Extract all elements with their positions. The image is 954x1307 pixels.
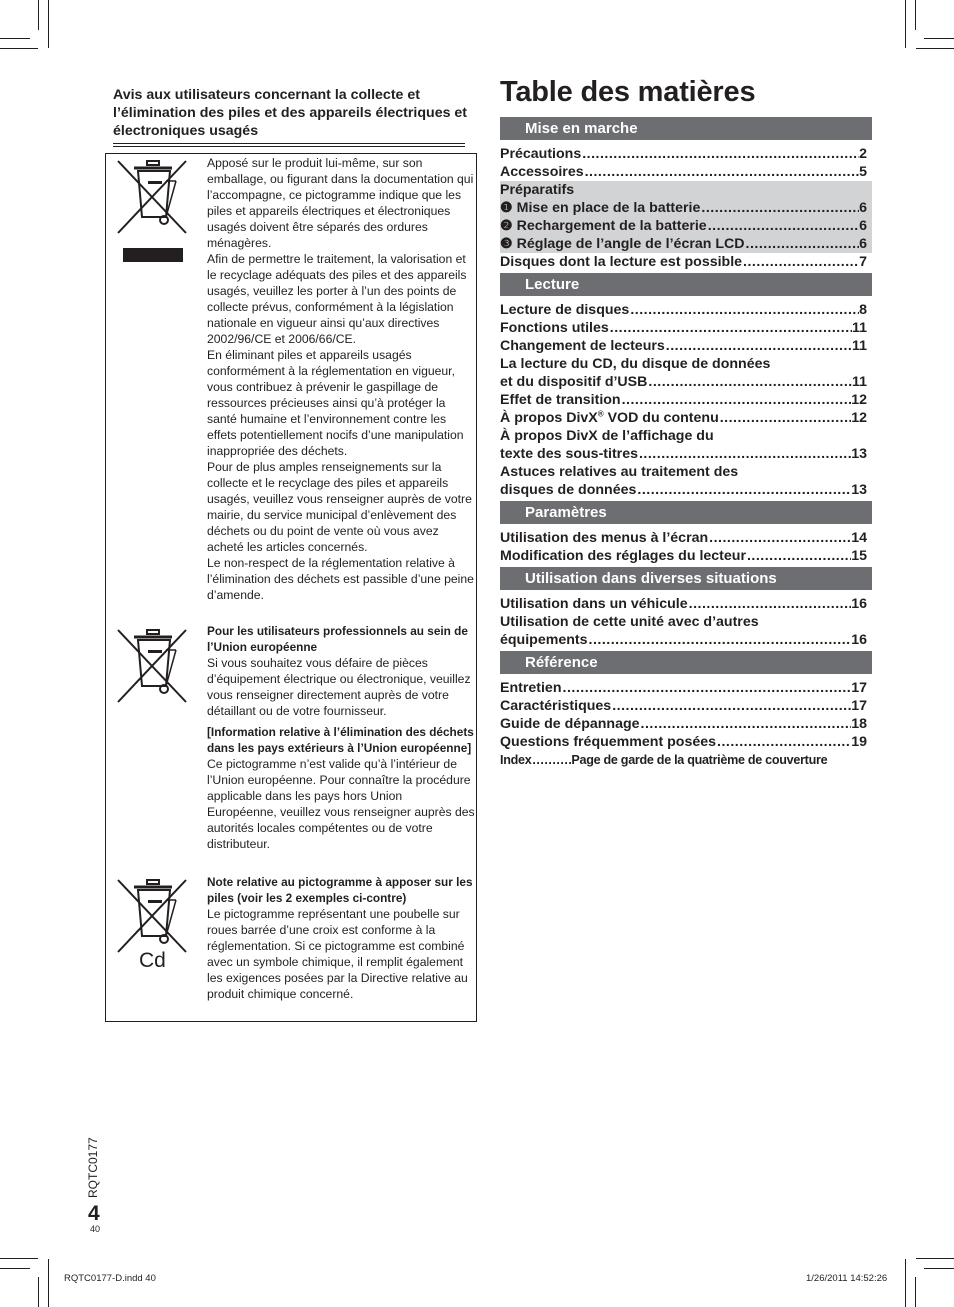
toc-entry[interactable]: Caractéristiques ..... 17 [500,697,867,715]
notice-heading: [Information relative à l’élimination des déchets dans les pays extérieurs à l’Union européenne] [207,725,474,755]
toc-entry[interactable]: Effet de transition ..... 12 [500,391,867,409]
notice-heading: Pour les utilisateurs professionnels au sein de l’Union européenne [207,624,468,654]
toc-section-heading: Mise en marche [500,117,872,140]
footer-file-name: RQTC0177-D.indd 40 [64,1273,156,1284]
toc-entry[interactable]: À propos DivX® VOD du contenu ..... 12 [500,409,867,427]
toc-entry: Astuces relatives au traitement des [500,464,739,480]
crop-mark-icon [38,1277,39,1307]
notice-paragraph: Apposé sur le produit lui-même, sur son emballage, ou figurant dans la documentation qui l’accompagne, ce pictogramme indique que les piles et appareils électriques et électroniques usagés doivent être séparés des ordures ménagères. [207,156,474,250]
toc-entry[interactable]: et du dispositif d’USB ..... 11 [500,373,867,391]
crop-mark-icon [905,1259,906,1307]
toc-entry[interactable]: Index ..... Page de garde de la quatrième de couverture [500,751,867,769]
crossed-out-wheelie-bin-icon [114,876,190,956]
toc-section-heading: Lecture [500,273,872,296]
toc-section-heading: Utilisation dans diverses situations [500,567,872,590]
toc-title: Table des matières [500,76,756,108]
notice-paragraph: En éliminant piles et appareils usagés conformément à la réglementation en vigueur, vous contribuez à prévenir le gaspillage de ressources précieuses ainsi qu’à protéger la santé humaine et l’environnement contre les effets potentiellement nocifs d’une manipulation inappropriée des déchets. [207,348,464,458]
crossed-out-wheelie-bin-icon [114,626,190,706]
title-rule [113,143,465,144]
toc-entry[interactable]: Modification des réglages du lecteur ..... 15 [500,547,867,565]
crossed-out-wheelie-bin-icon [114,157,190,237]
crop-mark-icon [905,0,906,48]
footer-timestamp: 1/26/2011 14:52:26 [806,1273,888,1284]
toc-section-mise-en-marche [500,117,872,271]
page-number: 4 [88,1202,100,1225]
crop-mark-icon [38,0,39,30]
crop-mark-icon [916,1258,954,1259]
notice-paragraph: Le pictogramme représentant une poubelle sur roues barrée d’une croix est conforme à la réglementation. Si ce pictogramme est combiné avec un symbole chimique, il remplit également les exigences posées par la Directive relative au produit chimique concerné. [207,907,468,1001]
cd-symbol: Cd [139,949,166,972]
crop-mark-icon [48,1259,49,1307]
toc-entry[interactable]: texte des sous-titres ..... 13 [500,445,867,463]
crop-mark-icon [924,1268,954,1269]
toc-entry[interactable]: ❷ Rechargement de la batterie ..... 6 [500,217,867,235]
toc-section-heading: Référence [500,651,872,674]
notice-title: Avis aux utilisateurs concernant la collecte et l’élimination des piles et des appareils électriques et électroniques usagés [113,87,468,139]
crop-mark-icon [0,48,38,49]
document-code: RQTC0177 [86,1137,100,1198]
toc-entry[interactable]: Guide de dépannage ..... 18 [500,715,867,733]
black-bar [123,248,183,262]
toc-entry[interactable]: disques de données ..... 13 [500,481,867,499]
toc-entry[interactable]: ❸ Réglage de l’angle de l’écran LCD ..... 6 [500,235,867,253]
toc-entry: Préparatifs [500,182,575,198]
toc-section-heading: Paramètres [500,501,872,524]
toc-entry: À propos DivX de l’affichage du [500,428,714,444]
toc-entry[interactable]: équipements ..... 16 [500,631,867,649]
crop-mark-icon [0,1258,38,1259]
crop-mark-icon [916,48,954,49]
notice-block-battery [207,874,475,1002]
crop-mark-icon [915,0,916,30]
title-rule [113,146,465,147]
notice-paragraph: Afin de permettre le traitement, la valorisation et le recyclage adéquats des piles et des appareils usagés, veuillez les porter à l’un des points de collecte prévus, conformément à la législation nationale en vigueur ainsi qu’aux directives 2002/96/CE et 2006/66/CE. [207,252,467,346]
toc-entry[interactable]: Précautions ..... 2 [500,145,867,163]
toc-section-situations [500,567,872,649]
toc-entry[interactable]: Questions fréquemment posées ..... 19 [500,733,867,751]
toc-entry[interactable]: Accessoires ..... 5 [500,163,867,181]
toc-section-lecture [500,273,872,499]
toc-entry[interactable]: ❶ Mise en place de la batterie ..... 6 [500,199,867,217]
toc-section-parametres [500,501,872,565]
crop-mark-icon [924,38,954,39]
toc-shaded-group [500,181,872,253]
notice-block-professional [207,623,475,852]
page-sub-number: 40 [90,1224,101,1234]
crop-mark-icon [915,1277,916,1307]
notice-paragraph: Ce pictogramme n’est valide qu’à l’intérieur de l’Union européenne. Pour connaître la procédure applicable dans les pays hors Union Européenne, veuillez vous renseigner auprès des autorités locales compétentes ou de votre distributeur. [207,757,475,851]
toc-entry[interactable]: Entretien ..... 17 [500,679,867,697]
toc-entry[interactable]: Utilisation dans un véhicule ..... 16 [500,595,867,613]
toc-entry[interactable]: Changement de lecteurs ..... 11 [500,337,867,355]
toc-entry[interactable]: Disques dont la lecture est possible ..... 7 [500,253,867,271]
toc-entry[interactable]: Utilisation des menus à l’écran ..... 14 [500,529,867,547]
toc-entry[interactable]: Fonctions utiles ..... 11 [500,319,867,337]
toc-entry: La lecture du CD, du disque de données [500,356,771,372]
toc-entry[interactable]: Lecture de disques ..... 8 [500,301,867,319]
crop-mark-icon [0,1268,30,1269]
toc-entry: Utilisation de cette unité avec d’autres [500,614,759,630]
notice-heading: Note relative au pictogramme à apposer sur les piles (voir les 2 exemples ci-contre) [207,875,473,905]
crop-mark-icon [0,38,30,39]
notice-paragraph: Le non-respect de la réglementation relative à l’élimination des déchets est passible d’une peine d’amende. [207,556,474,602]
notice-block-general [207,155,475,603]
notice-paragraph: Pour de plus amples renseignements sur la collecte et le recyclage des piles et appareils usagés, veuillez vous renseigner auprès de votre mairie, du service municipal d’enlèvement des déchets ou du point de vente où vous avez acheté les articles concernés. [207,460,472,554]
crop-mark-icon [48,0,49,48]
notice-paragraph: Si vous souhaitez vous défaire de pièces d’équipement électrique ou électronique, veuillez vous renseigner directement auprès de votre détaillant ou de votre fournisseur. [207,656,471,718]
toc-section-reference [500,651,872,769]
